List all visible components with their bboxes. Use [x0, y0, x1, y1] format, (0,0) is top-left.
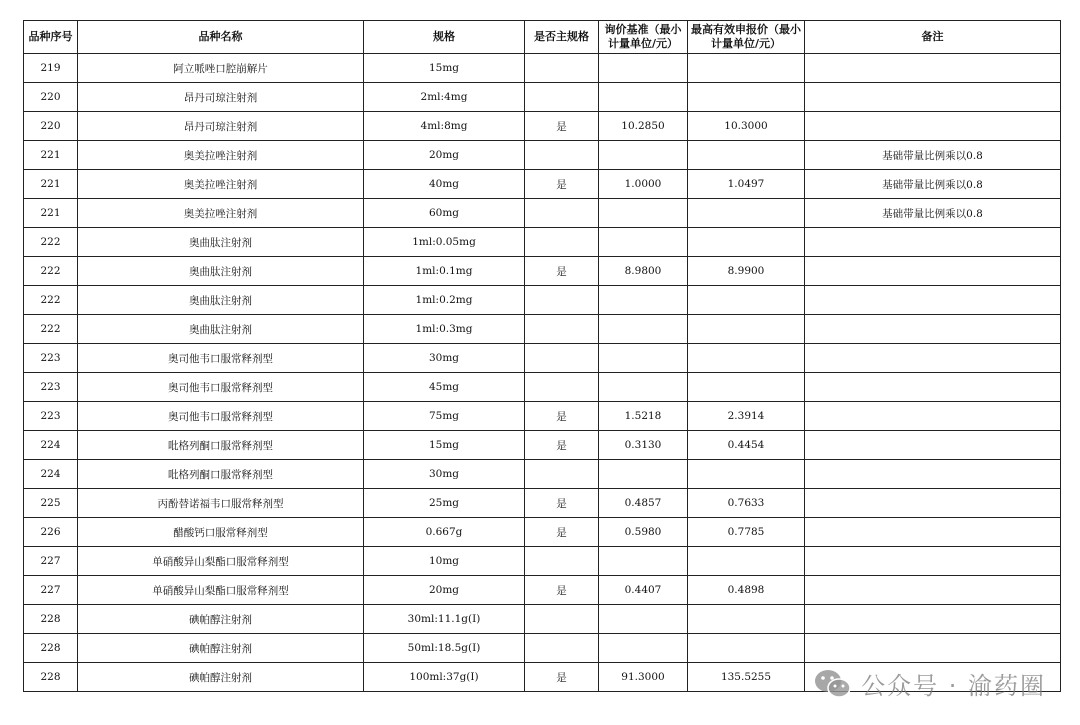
cell-base-price	[599, 83, 688, 112]
cell-base-price: 0.3130	[599, 431, 688, 460]
table-row	[24, 257, 1061, 286]
cell-main-spec: 是	[525, 489, 599, 518]
cell-base-price	[599, 344, 688, 373]
cell-serial: 221	[24, 199, 78, 228]
cell-main-spec	[525, 344, 599, 373]
cell-base-price: 0.5980	[599, 518, 688, 547]
cell-serial: 226	[24, 518, 78, 547]
table-body	[24, 54, 1061, 692]
cell-main-spec: 是	[525, 576, 599, 605]
cell-remark	[805, 373, 1061, 402]
cell-main-spec	[525, 228, 599, 257]
cell-main-spec	[525, 199, 599, 228]
cell-drug-name: 奥美拉唑注射剂	[78, 170, 364, 199]
cell-max-price: 8.9900	[688, 257, 805, 286]
cell-remark	[805, 634, 1061, 663]
cell-drug-name: 碘帕醇注射剂	[78, 605, 364, 634]
cell-spec: 60mg	[364, 199, 525, 228]
table-row	[24, 605, 1061, 634]
cell-main-spec	[525, 83, 599, 112]
cell-max-price: 135.5255	[688, 663, 805, 692]
cell-main-spec	[525, 373, 599, 402]
cell-serial: 227	[24, 547, 78, 576]
cell-max-price	[688, 344, 805, 373]
drug-price-table	[23, 20, 1061, 692]
cell-spec: 1ml:0.2mg	[364, 286, 525, 315]
cell-serial: 228	[24, 634, 78, 663]
cell-max-price	[688, 199, 805, 228]
cell-base-price: 91.3000	[599, 663, 688, 692]
cell-remark	[805, 605, 1061, 634]
cell-remark	[805, 257, 1061, 286]
cell-spec: 0.667g	[364, 518, 525, 547]
table-row	[24, 286, 1061, 315]
cell-serial: 223	[24, 373, 78, 402]
cell-serial: 222	[24, 257, 78, 286]
cell-spec: 40mg	[364, 170, 525, 199]
cell-serial: 219	[24, 54, 78, 83]
cell-max-price: 2.3914	[688, 402, 805, 431]
cell-remark	[805, 489, 1061, 518]
cell-base-price	[599, 141, 688, 170]
cell-main-spec	[525, 547, 599, 576]
cell-base-price	[599, 373, 688, 402]
header-cell-base-price: 询价基准（最小计量单位/元）	[599, 21, 688, 54]
cell-drug-name: 单硝酸异山梨酯口服常释剂型	[78, 547, 364, 576]
cell-main-spec: 是	[525, 663, 599, 692]
cell-base-price	[599, 315, 688, 344]
cell-base-price	[599, 460, 688, 489]
table-row	[24, 576, 1061, 605]
cell-max-price	[688, 54, 805, 83]
cell-max-price: 0.4454	[688, 431, 805, 460]
cell-base-price	[599, 199, 688, 228]
cell-spec: 100ml:37g(I)	[364, 663, 525, 692]
cell-spec: 20mg	[364, 141, 525, 170]
cell-serial: 220	[24, 112, 78, 141]
cell-max-price	[688, 605, 805, 634]
table-row	[24, 83, 1061, 112]
cell-serial: 223	[24, 344, 78, 373]
cell-base-price: 0.4407	[599, 576, 688, 605]
cell-base-price: 1.0000	[599, 170, 688, 199]
cell-serial: 222	[24, 286, 78, 315]
cell-remark	[805, 431, 1061, 460]
cell-remark	[805, 402, 1061, 431]
cell-max-price	[688, 315, 805, 344]
cell-serial: 221	[24, 141, 78, 170]
cell-remark	[805, 315, 1061, 344]
cell-main-spec: 是	[525, 257, 599, 286]
table-row	[24, 663, 1061, 692]
cell-drug-name: 奥曲肽注射剂	[78, 315, 364, 344]
cell-remark	[805, 460, 1061, 489]
cell-remark	[805, 576, 1061, 605]
table-row	[24, 199, 1061, 228]
cell-drug-name: 昂丹司琼注射剂	[78, 83, 364, 112]
cell-max-price	[688, 373, 805, 402]
cell-drug-name: 吡格列酮口服常释剂型	[78, 431, 364, 460]
cell-spec: 45mg	[364, 373, 525, 402]
table-row	[24, 402, 1061, 431]
cell-drug-name: 碘帕醇注射剂	[78, 663, 364, 692]
cell-remark	[805, 54, 1061, 83]
header-cell-max-price: 最高有效申报价（最小计量单位/元）	[688, 21, 805, 54]
cell-remark	[805, 547, 1061, 576]
cell-main-spec: 是	[525, 112, 599, 141]
cell-max-price	[688, 228, 805, 257]
cell-max-price: 0.4898	[688, 576, 805, 605]
cell-drug-name: 奥美拉唑注射剂	[78, 199, 364, 228]
table-row	[24, 315, 1061, 344]
cell-spec: 30mg	[364, 344, 525, 373]
table-row	[24, 460, 1061, 489]
cell-max-price	[688, 634, 805, 663]
cell-max-price	[688, 141, 805, 170]
cell-spec: 20mg	[364, 576, 525, 605]
cell-spec: 15mg	[364, 54, 525, 83]
cell-spec: 25mg	[364, 489, 525, 518]
cell-spec: 75mg	[364, 402, 525, 431]
cell-main-spec: 是	[525, 518, 599, 547]
cell-base-price	[599, 54, 688, 83]
cell-serial: 220	[24, 83, 78, 112]
cell-max-price	[688, 547, 805, 576]
cell-serial: 221	[24, 170, 78, 199]
cell-spec: 1ml:0.05mg	[364, 228, 525, 257]
cell-max-price: 10.3000	[688, 112, 805, 141]
cell-serial: 223	[24, 402, 78, 431]
cell-main-spec: 是	[525, 402, 599, 431]
cell-remark: 基础带量比例乘以0.8	[805, 170, 1061, 199]
table-row	[24, 344, 1061, 373]
cell-drug-name: 奥曲肽注射剂	[78, 228, 364, 257]
cell-serial: 228	[24, 663, 78, 692]
cell-serial: 227	[24, 576, 78, 605]
cell-main-spec: 是	[525, 431, 599, 460]
cell-main-spec	[525, 605, 599, 634]
cell-serial: 224	[24, 460, 78, 489]
cell-serial: 225	[24, 489, 78, 518]
cell-drug-name: 昂丹司琼注射剂	[78, 112, 364, 141]
table-row	[24, 141, 1061, 170]
cell-main-spec	[525, 634, 599, 663]
cell-drug-name: 碘帕醇注射剂	[78, 634, 364, 663]
watermark-text: 公众号 · 渝药圈	[861, 672, 1046, 700]
cell-drug-name: 奥美拉唑注射剂	[78, 141, 364, 170]
header-cell-serial: 品种序号	[24, 21, 78, 54]
cell-spec: 50ml:18.5g(I)	[364, 634, 525, 663]
cell-serial: 222	[24, 315, 78, 344]
cell-base-price	[599, 634, 688, 663]
table-row	[24, 518, 1061, 547]
cell-base-price	[599, 228, 688, 257]
cell-remark: 基础带量比例乘以0.8	[805, 141, 1061, 170]
cell-remark	[805, 83, 1061, 112]
cell-base-price	[599, 286, 688, 315]
cell-drug-name: 吡格列酮口服常释剂型	[78, 460, 364, 489]
table-row	[24, 228, 1061, 257]
cell-remark	[805, 344, 1061, 373]
table-row	[24, 431, 1061, 460]
cell-drug-name: 单硝酸异山梨酯口服常释剂型	[78, 576, 364, 605]
cell-spec: 15mg	[364, 431, 525, 460]
cell-max-price: 0.7785	[688, 518, 805, 547]
cell-drug-name: 奥司他韦口服常释剂型	[78, 402, 364, 431]
header-cell-drug-name: 品种名称	[78, 21, 364, 54]
cell-drug-name: 奥曲肽注射剂	[78, 257, 364, 286]
cell-serial: 222	[24, 228, 78, 257]
cell-max-price: 1.0497	[688, 170, 805, 199]
header-cell-remark: 备注	[805, 21, 1061, 54]
cell-spec: 30ml:11.1g(I)	[364, 605, 525, 634]
table-row	[24, 489, 1061, 518]
cell-remark: 基础带量比例乘以0.8	[805, 199, 1061, 228]
cell-base-price: 1.5218	[599, 402, 688, 431]
cell-max-price: 0.7633	[688, 489, 805, 518]
cell-drug-name: 醋酸钙口服常释剂型	[78, 518, 364, 547]
table-row	[24, 634, 1061, 663]
cell-spec: 1ml:0.3mg	[364, 315, 525, 344]
cell-main-spec	[525, 54, 599, 83]
cell-base-price: 8.9800	[599, 257, 688, 286]
cell-drug-name: 丙酚替诺福韦口服常释剂型	[78, 489, 364, 518]
cell-main-spec	[525, 460, 599, 489]
cell-remark	[805, 286, 1061, 315]
cell-spec: 1ml:0.1mg	[364, 257, 525, 286]
cell-remark	[805, 228, 1061, 257]
cell-spec: 2ml:4mg	[364, 83, 525, 112]
table-row	[24, 547, 1061, 576]
cell-spec: 10mg	[364, 547, 525, 576]
cell-max-price	[688, 286, 805, 315]
table-row	[24, 170, 1061, 199]
cell-main-spec	[525, 286, 599, 315]
cell-main-spec	[525, 141, 599, 170]
cell-base-price	[599, 605, 688, 634]
cell-serial: 228	[24, 605, 78, 634]
cell-spec: 30mg	[364, 460, 525, 489]
cell-remark	[805, 663, 1061, 692]
cell-drug-name: 奥司他韦口服常释剂型	[78, 344, 364, 373]
cell-base-price: 0.4857	[599, 489, 688, 518]
table-row	[24, 54, 1061, 83]
cell-max-price	[688, 460, 805, 489]
cell-serial: 224	[24, 431, 78, 460]
header-row	[24, 21, 1061, 54]
cell-main-spec	[525, 315, 599, 344]
cell-drug-name: 阿立哌唑口腔崩解片	[78, 54, 364, 83]
cell-max-price	[688, 83, 805, 112]
cell-spec: 4ml:8mg	[364, 112, 525, 141]
header-cell-main-spec: 是否主规格	[525, 21, 599, 54]
cell-drug-name: 奥司他韦口服常释剂型	[78, 373, 364, 402]
cell-remark	[805, 518, 1061, 547]
table-row	[24, 373, 1061, 402]
cell-base-price: 10.2850	[599, 112, 688, 141]
cell-remark	[805, 112, 1061, 141]
table-row	[24, 112, 1061, 141]
cell-drug-name: 奥曲肽注射剂	[78, 286, 364, 315]
cell-base-price	[599, 547, 688, 576]
cell-main-spec: 是	[525, 170, 599, 199]
header-cell-spec: 规格	[364, 21, 525, 54]
